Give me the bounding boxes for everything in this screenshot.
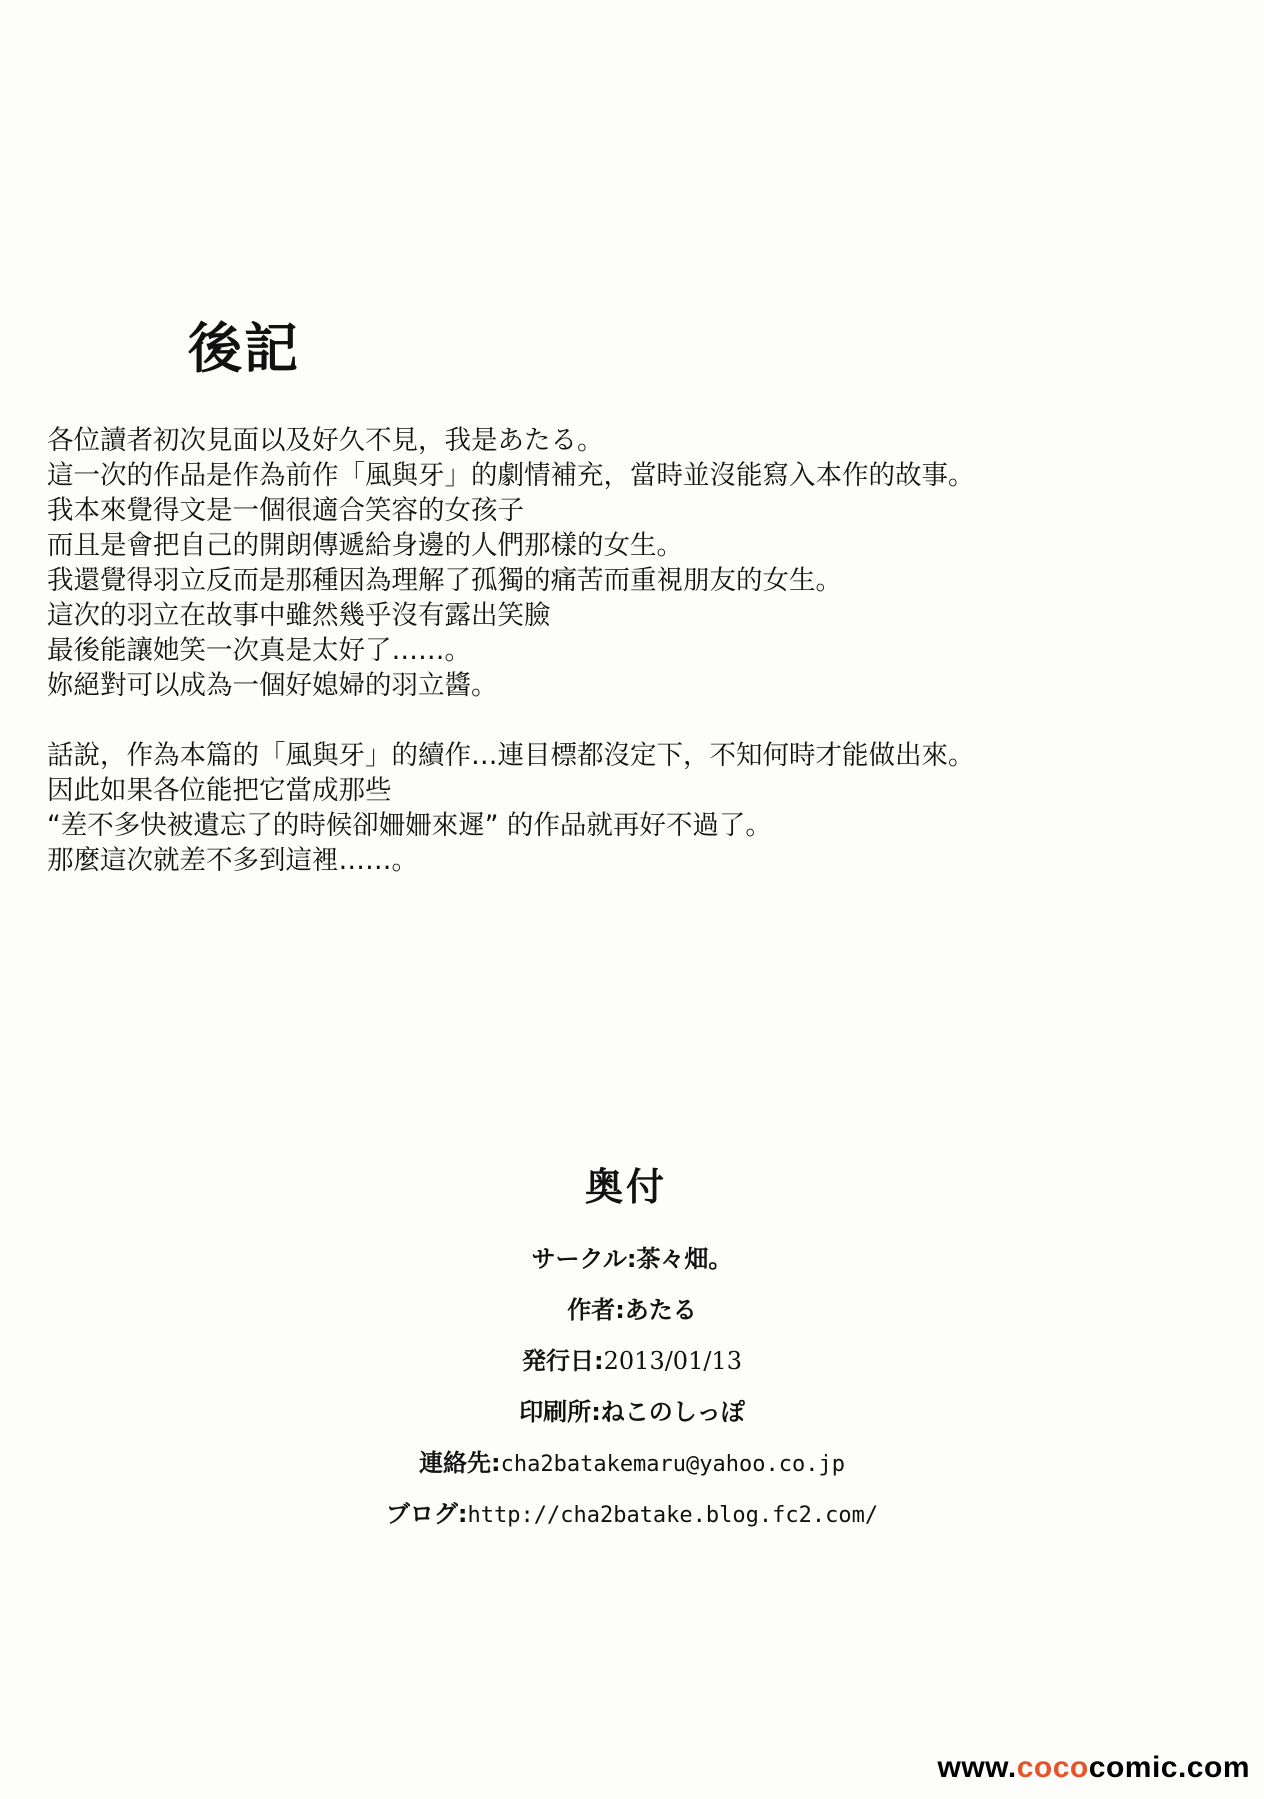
afterword-paragraph (47, 738, 1197, 878)
afterword-line: 而且是會把自己的開朗傳遞給身邊的人們那樣的女生。 (47, 530, 683, 561)
watermark-prefix: www. (937, 1751, 1017, 1784)
blog-url: http://cha2batake.blog.fc2.com/ (467, 1503, 879, 1528)
afterword-paragraph (47, 423, 1197, 703)
colophon-row-circle (0, 1234, 1264, 1285)
colophon-label: 印刷所 (519, 1398, 592, 1426)
afterword-line: 各位讀者初次見面以及好久不見，我是あたる。 (47, 425, 604, 456)
afterword-line: 話說，作為本篇的「風與牙」的續作…連目標都沒定下，不知何時才能做出來。 (47, 740, 975, 771)
colophon-separator: : (615, 1296, 625, 1324)
afterword-line: “差不多快被遺忘了的時候卻姍姍來遲” 的作品就再好不過了。 (47, 810, 772, 841)
colophon-row-author (0, 1285, 1264, 1336)
afterword-line: 這一次的作品是作為前作「風與牙」的劇情補充，當時並沒能寫入本作的故事。 (47, 460, 975, 491)
colophon-separator: : (591, 1398, 601, 1426)
colophon-label: 連絡先 (419, 1449, 491, 1477)
afterword-body (47, 423, 1197, 913)
afterword-line: 這次的羽立在故事中雖然幾乎沒有露出笑臉 (47, 600, 551, 631)
colophon (0, 1165, 1264, 1556)
colophon-label: サークル (531, 1245, 627, 1273)
colophon-row-printer (0, 1387, 1264, 1438)
colophon-label: 作者 (567, 1296, 616, 1324)
site-watermark (938, 1751, 1251, 1785)
colophon-list (0, 1234, 1264, 1540)
colophon-row-blog (0, 1489, 1264, 1540)
colophon-value: 茶々畑。 (636, 1245, 733, 1273)
colophon-separator: : (491, 1449, 501, 1477)
afterword-line: 我本來覺得文是一個很適合笑容的女孩子 (47, 495, 524, 526)
watermark-brand: coco (1016, 1751, 1089, 1784)
colophon-label: ブログ (385, 1500, 458, 1528)
colophon-value: あたる (624, 1296, 697, 1324)
colophon-separator: : (626, 1245, 637, 1273)
watermark-suffix: comic.com (1088, 1751, 1250, 1784)
colophon-label: 発行日 (522, 1347, 595, 1375)
afterword-line: 因此如果各位能把它當成那些 (47, 775, 392, 806)
contact-email: cha2batakemaru@yahoo.co.jp (500, 1452, 845, 1477)
colophon-separator: : (594, 1347, 604, 1375)
colophon-title: 奥付 (584, 1165, 667, 1209)
afterword-title: 後記 (188, 317, 300, 380)
colophon-separator: : (457, 1500, 468, 1528)
afterword-line: 最後能讓她笑一次真是太好了……。 (47, 635, 471, 666)
colophon-value: ねこのしっぽ (600, 1398, 745, 1426)
afterword-line: 妳絕對可以成為一個好媳婦的羽立醬。 (47, 670, 498, 701)
colophon-row-contact (0, 1438, 1264, 1489)
colophon-value: 2013/01/13 (603, 1347, 742, 1375)
afterword-line: 那麼這次就差不多到這裡……。 (47, 845, 418, 876)
afterword-line: 我還覺得羽立反而是那種因為理解了孤獨的痛苦而重視朋友的女生。 (47, 565, 842, 596)
colophon-row-date (0, 1336, 1264, 1387)
